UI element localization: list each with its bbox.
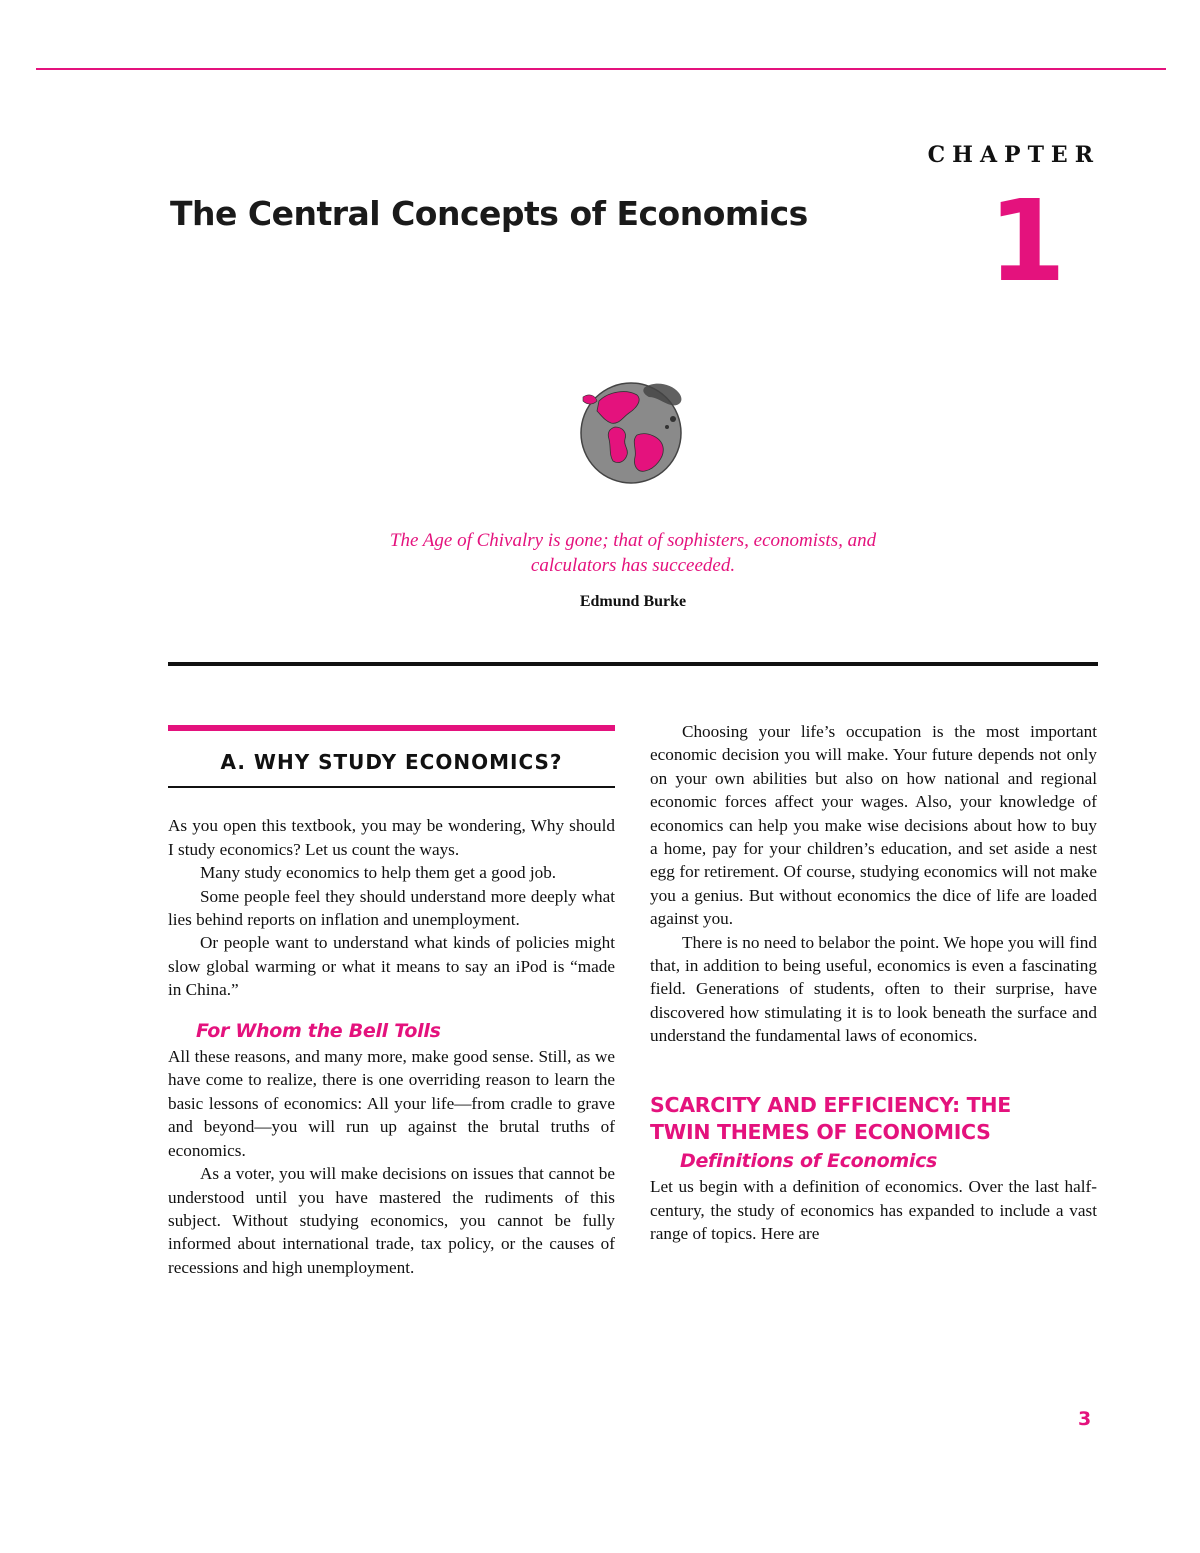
paragraph: All these reasons, and many more, make good sense. Still, as we have come to realize, there is one overriding reason to learn the basic lessons of economics: All your life—from cradle to grave and beyond—you will run up against the brutal truths of economics. bbox=[168, 1047, 615, 1160]
epigraph-line-2: calculators has succeeded. bbox=[530, 555, 736, 576]
paragraph: Some people feel they should understand more deeply what lies behind reports on inflation and unemployment. bbox=[168, 886, 615, 930]
chapter-label: CHAPTER bbox=[927, 142, 1100, 168]
section-underline bbox=[168, 786, 615, 788]
major-heading-line-2: TWIN THEMES OF ECONOMICS bbox=[650, 1119, 991, 1144]
chapter-title: The Central Concepts of Economics bbox=[170, 194, 808, 233]
paragraph: Many study economics to help them get a good job. bbox=[200, 863, 557, 883]
epigraph-author: Edmund Burke bbox=[579, 593, 687, 610]
page-number: 3 bbox=[1078, 1408, 1092, 1430]
paragraph: Choosing your life’s occupation is the most important economic decision you will make. Your future depends not only on your own abilities but also on how national and regional economic forces affect your wages. Also, your knowledge of economics can help you make wise decisions about how to buy a home, pay for your children’s education, and set aside a nest egg for retirement. Of course, studying economics will not make you a genius. But without economics the dice of life are loaded against you. bbox=[650, 722, 1097, 929]
top-accent-rule bbox=[36, 68, 1166, 70]
left-column bbox=[168, 725, 615, 1279]
chapter-number: 1 bbox=[988, 177, 1066, 307]
paragraph: As you open this textbook, you may be wondering, Why should I study economics? Let us count the ways. bbox=[168, 816, 615, 859]
paragraph: Let us begin with a definition of economics. Over the last half-century, the study of economics has expanded to include a vast range of topics. Here are bbox=[650, 1177, 1097, 1243]
right-column bbox=[650, 720, 1097, 1245]
subheading: Definitions of Economics bbox=[680, 1149, 938, 1172]
globe-icon bbox=[575, 375, 690, 485]
paragraph: As a voter, you will make decisions on issues that cannot be understood until you have mastered the rudiments of this subject. Without studying economics, you cannot be fully informed about international trade, tax policy, or the causes of recessions and high unemployment. bbox=[168, 1164, 615, 1277]
major-heading bbox=[650, 1092, 1097, 1146]
section-heading: A. WHY STUDY ECONOMICS? bbox=[220, 750, 563, 774]
section-accent-bar bbox=[168, 725, 615, 731]
major-heading-line-1: SCARCITY AND EFFICIENCY: THE bbox=[650, 1092, 1011, 1117]
paragraph: There is no need to belabor the point. We hope you will find that, in addition to being useful, economics is even a fascinating field. Generations of students, often to their surprise, have discovered how stimulating it is to look beneath the surface and understand the fundamental laws of economics. bbox=[650, 932, 1097, 1046]
section-divider bbox=[168, 662, 1098, 666]
subheading: For Whom the Bell Tolls bbox=[196, 1019, 441, 1042]
epigraph-line-1: The Age of Chivalry is gone; that of sophisters, economists, and bbox=[389, 530, 877, 551]
paragraph: Or people want to understand what kinds of policies might slow global warming or what it means to say an iPod is “made in China.” bbox=[168, 933, 615, 1000]
epigraph-quote bbox=[300, 528, 966, 578]
